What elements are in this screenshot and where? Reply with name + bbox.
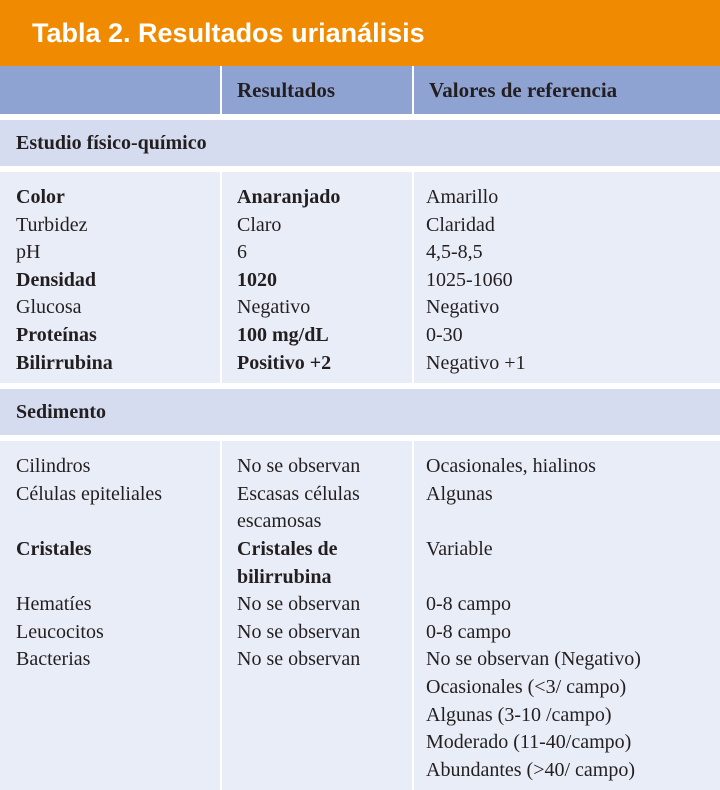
- result-cell: No se observan: [237, 593, 361, 616]
- reference-cell: Algunas (3-10 /campo): [426, 703, 612, 726]
- section-rows: [0, 441, 720, 790]
- reference-cell: 0-30: [426, 323, 463, 346]
- parameter-cell: Células epiteliales: [16, 482, 163, 505]
- parameter-cell: Bilirrubina: [16, 351, 113, 374]
- parameter-cell-spacer: [16, 674, 220, 702]
- reference-cell: Moderado (11-40/campo): [426, 731, 632, 754]
- reference-cell-spacer: [426, 564, 720, 592]
- parameter-cell: Color: [16, 186, 65, 208]
- result-cell: 1020: [237, 268, 277, 291]
- result-cell-spacer: [237, 702, 412, 730]
- reference-column: [414, 172, 720, 383]
- reference-cell: Abundantes (>40/ campo): [426, 758, 636, 781]
- results-column: [222, 441, 414, 790]
- reference-cell: Algunas: [426, 482, 493, 505]
- result-cell: No se observan: [237, 648, 361, 671]
- reference-cell: Ocasionales (<3/ campo): [426, 675, 627, 698]
- result-cell: bilirrubina: [237, 565, 332, 588]
- reference-cell: Ocasionales, hialinos: [426, 455, 596, 478]
- reference-cell: No se observan (Negativo): [426, 648, 641, 671]
- parameter-column: [0, 441, 222, 790]
- header-results: Resultados: [222, 66, 414, 114]
- reference-cell: Claridad: [426, 213, 495, 236]
- section-header: Estudio físico-químico: [0, 120, 720, 166]
- parameter-column: [0, 172, 222, 383]
- parameter-cell: Turbidez: [16, 213, 88, 236]
- parameter-cell: Proteínas: [16, 323, 97, 346]
- table-body: [0, 114, 720, 790]
- result-cell-spacer: [237, 674, 412, 702]
- result-cell: Positivo +2: [237, 351, 332, 374]
- parameter-cell: Leucocitos: [16, 620, 104, 643]
- reference-cell: Negativo: [426, 296, 500, 319]
- section-header: Sedimento: [0, 389, 720, 435]
- parameter-cell-spacer: [16, 729, 220, 757]
- table-title: Tabla 2. Resultados urianálisis: [32, 17, 425, 48]
- parameter-cell: Densidad: [16, 268, 97, 291]
- parameter-cell-spacer: [16, 757, 220, 785]
- parameter-cell: Cilindros: [16, 455, 91, 478]
- header-parameter: [0, 66, 222, 114]
- reference-cell: 0-8 campo: [426, 593, 511, 616]
- result-cell: Cristales de: [237, 537, 338, 560]
- parameter-cell: Hematíes: [16, 593, 92, 616]
- table-title-bar: [0, 0, 720, 66]
- parameter-cell: Glucosa: [16, 296, 82, 319]
- result-cell: 100 mg/dL: [237, 323, 329, 346]
- reference-cell-spacer: [426, 508, 720, 536]
- result-cell: No se observan: [237, 455, 361, 478]
- reference-cell: Variable: [426, 537, 493, 560]
- reference-column: [414, 441, 720, 790]
- result-cell: 6: [237, 241, 247, 264]
- result-cell: No se observan: [237, 620, 361, 643]
- result-cell: Anaranjado: [237, 186, 341, 208]
- reference-cell: Amarillo: [426, 186, 499, 208]
- header-reference: Valores de referencia: [429, 77, 618, 102]
- reference-cell: Negativo +1: [426, 351, 526, 374]
- results-column: [222, 172, 414, 383]
- result-cell-spacer: [237, 729, 412, 757]
- parameter-cell-spacer: [16, 702, 220, 730]
- reference-cell: 0-8 campo: [426, 620, 511, 643]
- reference-cell: 1025-1060: [426, 268, 513, 291]
- parameter-cell: Cristales: [16, 537, 92, 560]
- result-cell: Claro: [237, 213, 282, 236]
- parameter-cell-spacer: [16, 564, 220, 592]
- result-cell: Escasas células: [237, 482, 360, 505]
- result-cell: escamosas: [237, 510, 322, 533]
- parameter-cell-spacer: [16, 508, 220, 536]
- reference-cell: 4,5-8,5: [426, 241, 483, 264]
- column-header-row: [0, 66, 720, 114]
- result-cell: Negativo: [237, 296, 311, 319]
- parameter-cell: pH: [16, 241, 41, 264]
- result-cell-spacer: [237, 757, 412, 785]
- parameter-cell: Bacterias: [16, 648, 91, 671]
- section-rows: [0, 172, 720, 383]
